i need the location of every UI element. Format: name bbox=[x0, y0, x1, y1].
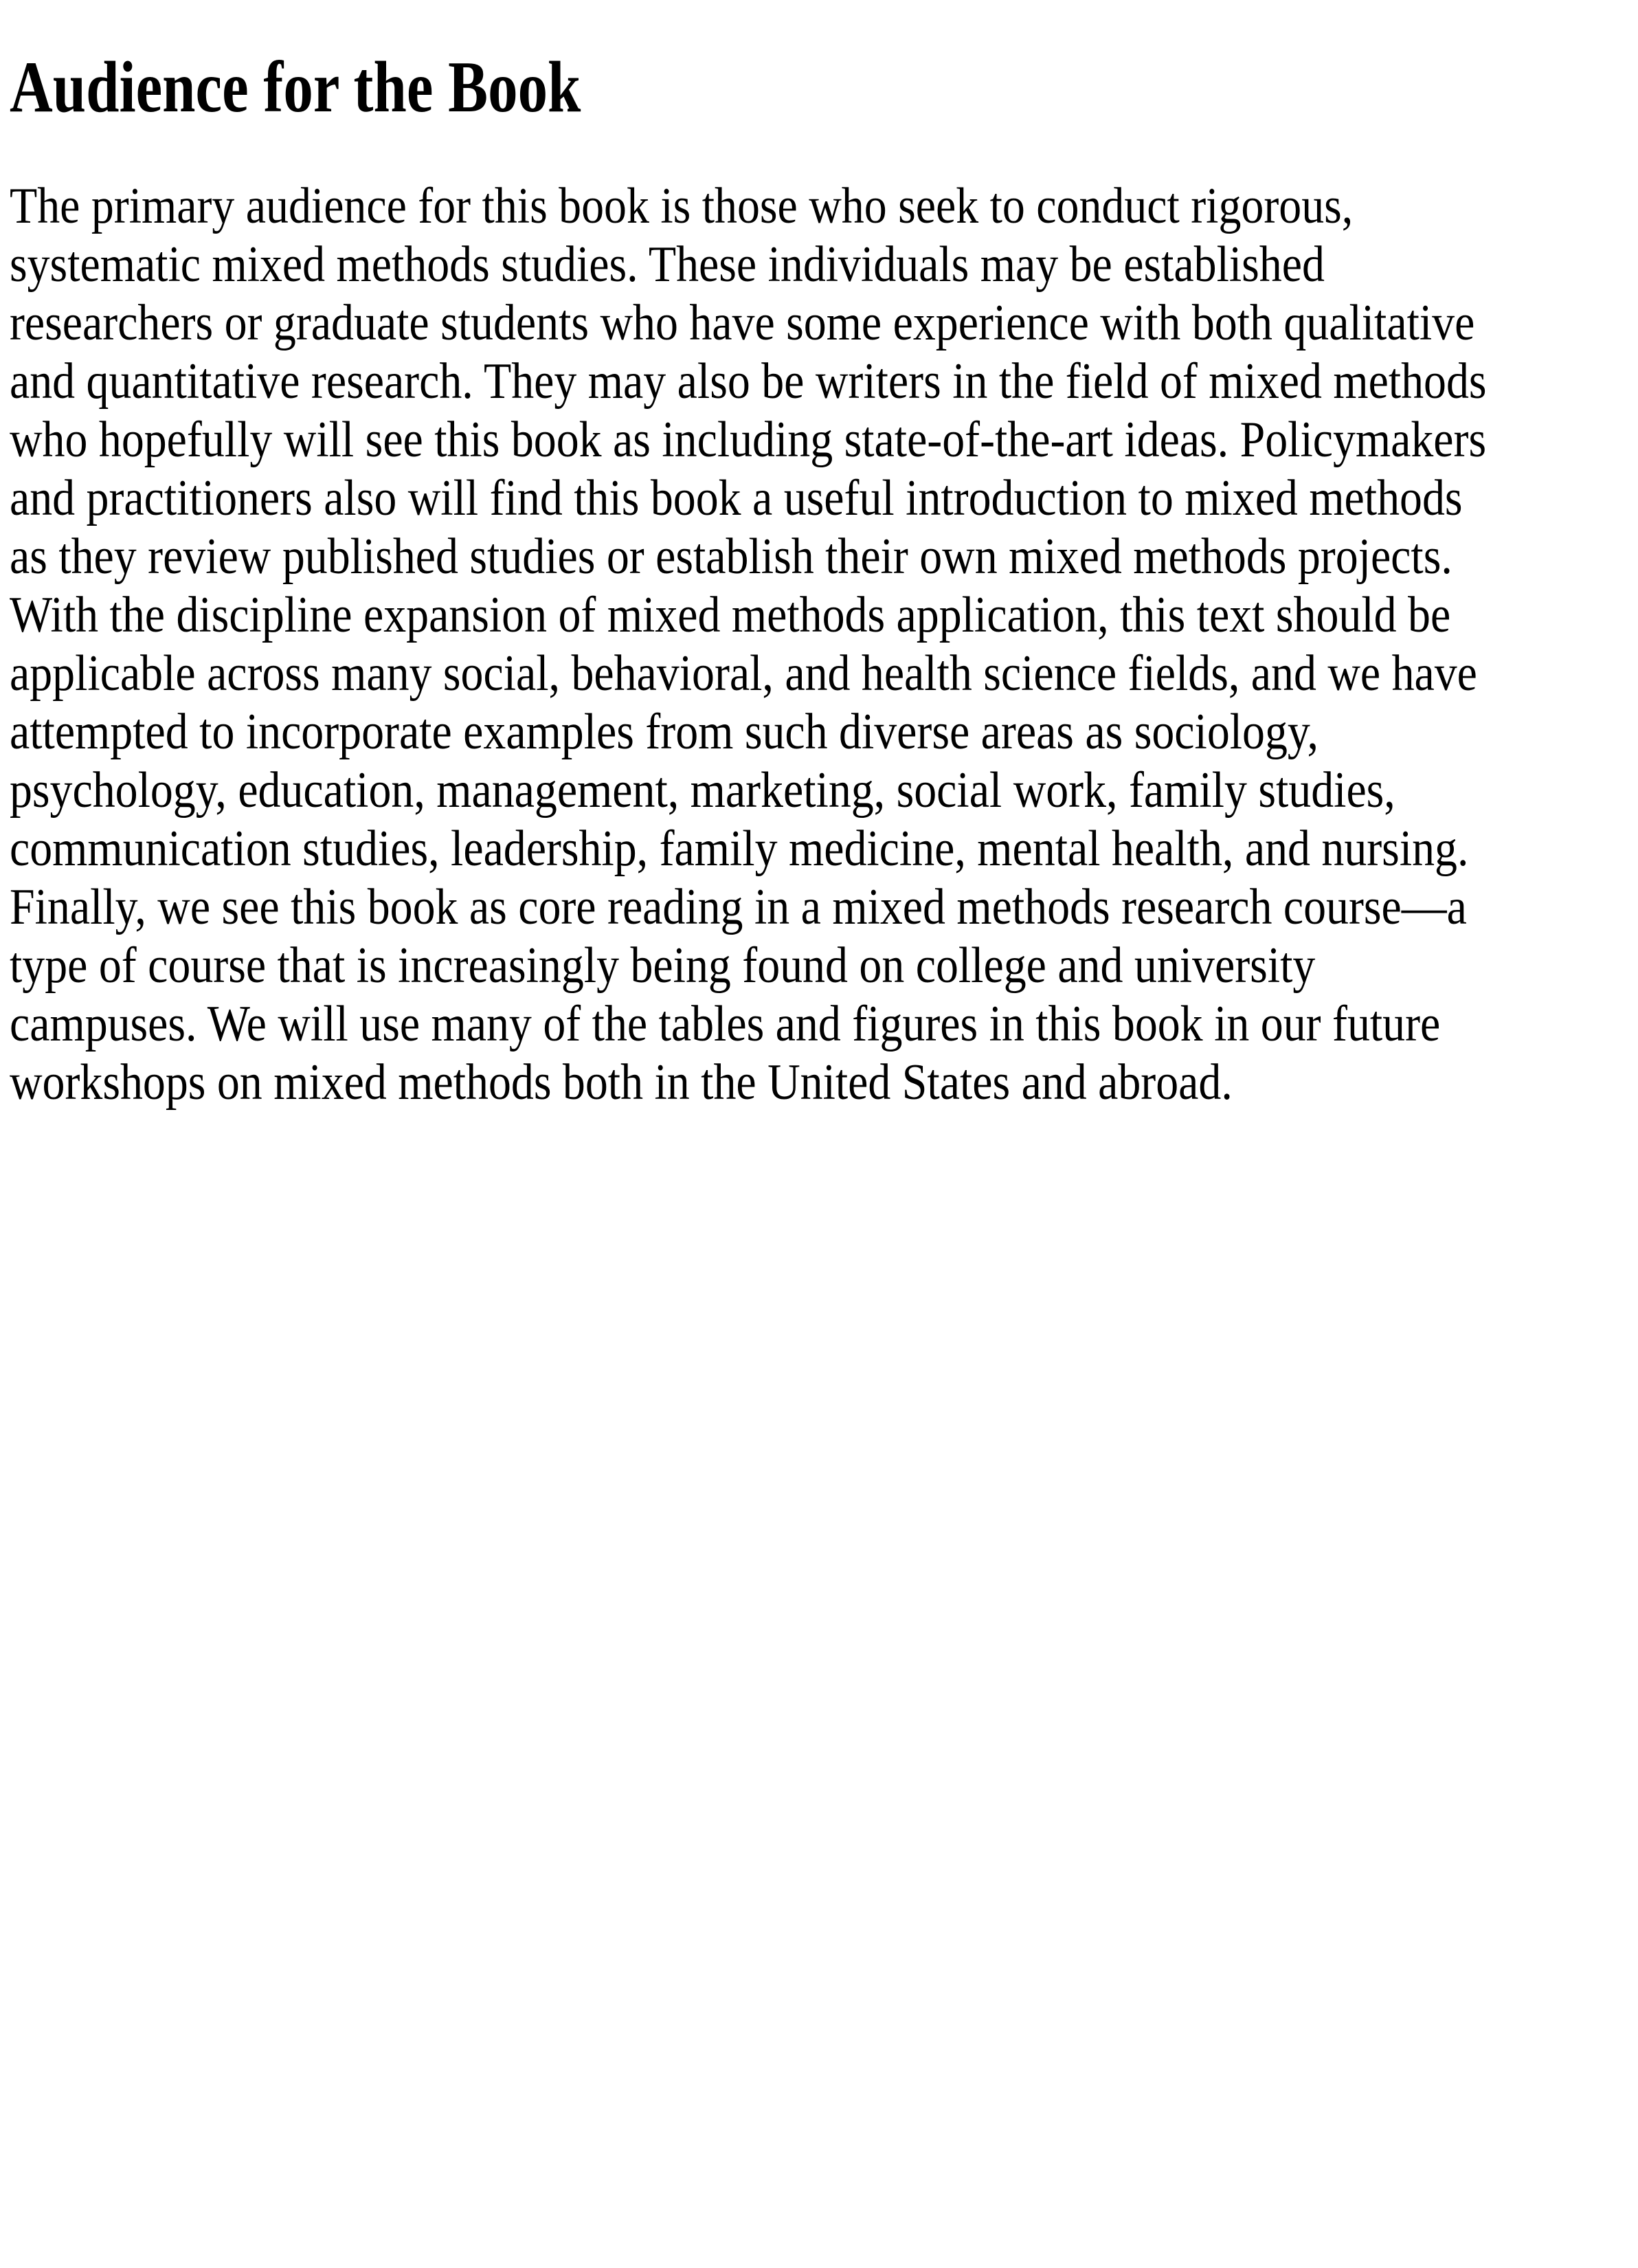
paragraph bbox=[10, 177, 1638, 1112]
paragraph-line: as they review published studies or establish their own mixed methods projects. bbox=[10, 529, 1452, 585]
paragraph-line: Finally, we see this book as core reading in a mixed methods research course—a bbox=[10, 879, 1467, 935]
paragraph-line: who hopefully will see this book as including state-of-the-art ideas. Policymakers bbox=[10, 412, 1487, 468]
paragraph-line: psychology, education, management, marketing, social work, family studies, bbox=[10, 762, 1395, 819]
paragraph-line: type of course that is increasingly being found on college and university bbox=[10, 937, 1316, 994]
paragraph-line: The primary audience for this book is those who seek to conduct rigorous, bbox=[10, 178, 1354, 234]
paragraph-line: researchers or graduate students who have some experience with both qualitative bbox=[10, 295, 1475, 351]
paragraph-line: systematic mixed methods studies. These individuals may be established bbox=[10, 236, 1325, 293]
paragraph-line: and practitioners also will find this book a useful introduction to mixed methods bbox=[10, 470, 1463, 526]
paragraph-line: communication studies, leadership, family medicine, mental health, and nursing. bbox=[10, 821, 1469, 877]
paragraph-line: campuses. We will use many of the tables and figures in this book in our future bbox=[10, 996, 1441, 1052]
paragraph-line: attempted to incorporate examples from such diverse areas as sociology, bbox=[10, 704, 1319, 760]
paragraph-line: and quantitative research. They may also be writers in the field of mixed methods bbox=[10, 353, 1487, 410]
paragraph-line: workshops on mixed methods both in the United States and abroad. bbox=[10, 1054, 1233, 1111]
paragraph-line: applicable across many social, behavioral, and health science fields, and we have bbox=[10, 645, 1477, 702]
paragraph-line: With the discipline expansion of mixed methods application, this text should be bbox=[10, 587, 1451, 643]
page-title: Audience for the Book bbox=[10, 47, 581, 127]
